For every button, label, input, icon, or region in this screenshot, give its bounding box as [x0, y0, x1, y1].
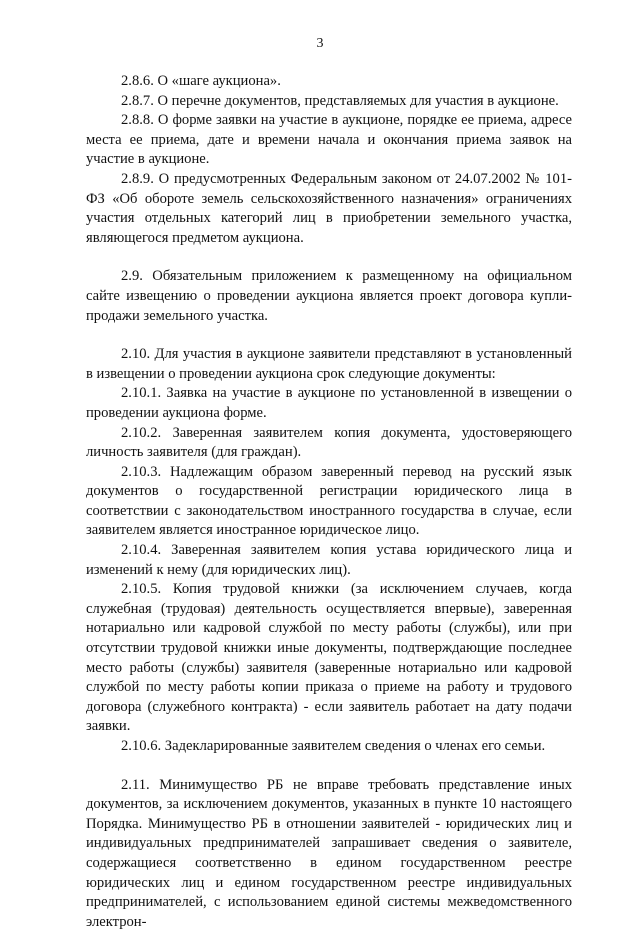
paragraph-2-9: 2.9. Обязательным приложением к размещенному на официальном сайте извещению о проведении аукциона является проект договора купли-продажи земельного участка.: [86, 268, 572, 324]
page-number: 3: [316, 36, 324, 51]
paragraph-2-10-5: 2.10.5. Копия трудовой книжки (за исключением случаев, когда служебная (трудовая) деятельность осуществляется впервые), заверенная нотариально или кадровой службой по месту работы (службы), или при отсутствии трудовой книжки иные документы, подтверждающие последнее место работы (службы) заявителя (заверенные нотариально или кадровой службой по месту работы копии приказа о приеме на работу и трудового договора (служебного контракта) - если заявитель работает на дату подачи заявки.: [86, 581, 572, 735]
document-body: [86, 72, 572, 932]
paragraph-2-8-7: 2.8.7. О перечне документов, представляемых для участия в аукционе.: [121, 92, 559, 109]
paragraph-2-10-1: 2.10.1. Заявка на участие в аукционе по установленной в извещении о проведении аукциона форме.: [86, 385, 572, 421]
paragraph-2-8-9: 2.8.9. О предусмотренных Федеральным законом от 24.07.2002 № 101-ФЗ «Об обороте земель сельскохозяйственного назначения» ограничениях участия отдельных категорий лиц в приобретении земельного участка, являющегося предметом аукциона.: [86, 170, 572, 246]
paragraph-2-10-3: 2.10.3. Надлежащим образом заверенный перевод на русский язык документов о государственной регистрации юридического лица в соответствии с законодательством иностранного государства в случае, если заявителем является иностранное юридическое лицо.: [86, 463, 572, 539]
paragraph-2-10-2: 2.10.2. Заверенная заявителем копия документа, удостоверяющего личность заявителя (для граждан).: [86, 424, 572, 461]
paragraph-2-10-6: 2.10.6. Задекларированные заявителем сведения о членах его семьи.: [121, 738, 546, 754]
paragraph-2-10-4: 2.10.4. Заверенная заявителем копия устава юридического лица и изменений к нему (для юридических лиц).: [86, 542, 572, 578]
paragraph-2-11: 2.11. Минимущество РБ не вправе требовать представление иных документов, за исключением документов, указанных в пункте 10 настоящего Порядка. Минимущество РБ в отношении заявителей - юридических лиц и индивидуальных предпринимателей запрашивает сведения о заявителе, содержащиеся соответственно в едином государственном реестре юридических лиц и едином государственном реестре индивидуальных предпринимателей, с использованием единой системы межведомственного электрон-: [86, 776, 572, 930]
paragraph-2-8-6: 2.8.6. О «шаге аукциона».: [121, 73, 281, 89]
paragraph-2-8-8: 2.8.8. О форме заявки на участие в аукционе, порядке ее приема, адресе места ее приема, дате и времени начала и окончания приема заявок на участие в аукционе.: [86, 112, 572, 168]
paragraph-2-10: 2.10. Для участия в аукционе заявители представляют в установленный в извещении о проведении аукциона срок следующие документы:: [86, 346, 572, 382]
